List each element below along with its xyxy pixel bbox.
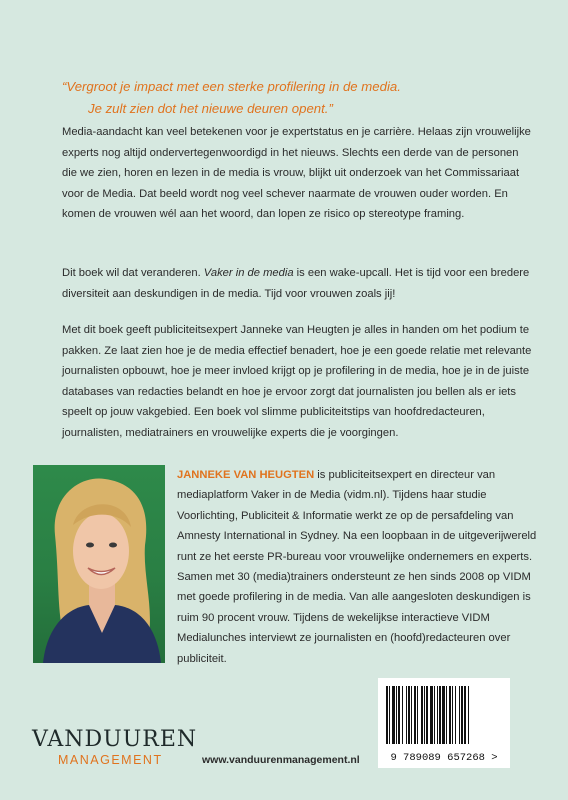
book-title-italic: Vaker in de media xyxy=(203,267,294,279)
publisher-website: www.vanduurenmanagement.nl xyxy=(202,754,360,766)
barcode-bar xyxy=(434,686,435,744)
barcode-bar xyxy=(389,686,390,744)
barcode-bar xyxy=(417,686,418,744)
publisher-logo xyxy=(32,728,197,768)
barcode-bar xyxy=(392,686,395,744)
barcode-bar xyxy=(406,686,407,744)
publisher-logo-line-2: MANAGEMENT xyxy=(58,753,163,767)
isbn-number: 9 789089 657268 > xyxy=(390,752,498,764)
barcode-bar xyxy=(396,686,397,744)
author-photo xyxy=(33,465,165,663)
barcode-bar xyxy=(437,686,438,744)
barcode-bar xyxy=(398,686,400,744)
cover-quote xyxy=(62,76,532,120)
barcode-bar xyxy=(439,686,441,744)
barcode-bar xyxy=(430,686,433,744)
barcode-bar xyxy=(426,686,428,744)
barcode-bar xyxy=(455,686,456,744)
publisher-logo-line-1: VANDUUREN xyxy=(32,727,198,752)
intro-paragraph: Media-aandacht kan veel betekenen voor je expertstatus en je carrière. Helaas zijn vrouwelijke experts nog altijd ondervertegenwoordigd in het nieuws. Slechts een derde van de personen die we zien, horen en lezen in de media is vrouw, blijkt uit onderzoek van het Commissariaat voor de Media. Dat beeld wordt nog veel schever naarmate de vrouwen ouder worden. En komen de vrouwen wél aan het woord, dan lopen ze risico op stereotype framing. xyxy=(62,126,531,221)
barcode-bar xyxy=(459,686,460,744)
barcode-bar xyxy=(449,686,451,744)
author-bio-text: is publiciteitsexpert en directeur van mediaplatform Vaker in de Media (vidm.nl). Tijdens haar studie Voorlichting, Publiciteit & Informatie werkt ze op de persafdeling van Amnesty International in Sydney. Na een loopbaan in de uitgeverijwereld runt ze het eerste PR-bureau voor vrouwelijke ondernemers en experts. Samen met 30 (media)trainers ondersteunt ze hen sinds 2008 op VIDM met goede profilering in de media. Van alle aangesloten deskundigen is ruim 90 procent vrouw. Tijdens de wekelijkse interactieve VIDM Medialunches interviewt ze journalisten en (hoofd)redacteuren over publiciteit. xyxy=(177,469,537,665)
barcode-bar xyxy=(414,686,416,744)
barcode-bar xyxy=(442,686,445,744)
barcode-bar xyxy=(424,686,425,744)
barcode-bars xyxy=(386,686,502,744)
content-paragraph: Met dit boek geeft publiciteitsexpert Janneke van Heugten je alles in handen om het podium te pakken. Ze laat zien hoe je de media effectief benadert, hoe je een goede relatie met relevante journalisten opbouwt, hoe je meer invloed krijgt op je profilering in de media, hoe je in de juiste databases van redacties belandt en hoe je ervoor zorgt dat journalisten jou bellen als er iets speelt op jouw vakgebied. Een boek vol slimme publiciteitstips van hoofdredacteuren, journalisten, mediatrainers en vrouwelijke experts die je voorgingen. xyxy=(62,324,532,439)
barcode-bar xyxy=(402,686,403,744)
barcode-bar xyxy=(464,686,466,744)
mission-text-end: is een wake-upcall. Het is tijd voor een bredere diversiteit aan deskundigen in de media. Tijd voor vrouwen zoals jij! xyxy=(62,267,530,300)
author-name: JANNEKE VAN HEUGTEN xyxy=(177,469,315,481)
barcode-bar xyxy=(421,686,423,744)
barcode-bar xyxy=(461,686,463,744)
barcode-bar xyxy=(446,686,447,744)
quote-line-1: “Vergroot je impact met een sterke profilering in de media. xyxy=(62,79,401,94)
mission-text-start: Dit boek wil dat veranderen. xyxy=(62,267,204,279)
barcode-bar xyxy=(411,686,412,744)
mission-paragraph xyxy=(62,263,532,304)
barcode-bar xyxy=(386,686,388,744)
barcode-bar xyxy=(452,686,453,744)
barcode-bar xyxy=(408,686,410,744)
author-bio xyxy=(177,465,537,669)
quote-line-2: Je zult zien dot het nieuwe deuren opent.” xyxy=(88,101,333,116)
author-portrait-illustration xyxy=(33,465,165,663)
isbn-barcode xyxy=(378,678,510,768)
barcode-bar xyxy=(468,686,469,744)
